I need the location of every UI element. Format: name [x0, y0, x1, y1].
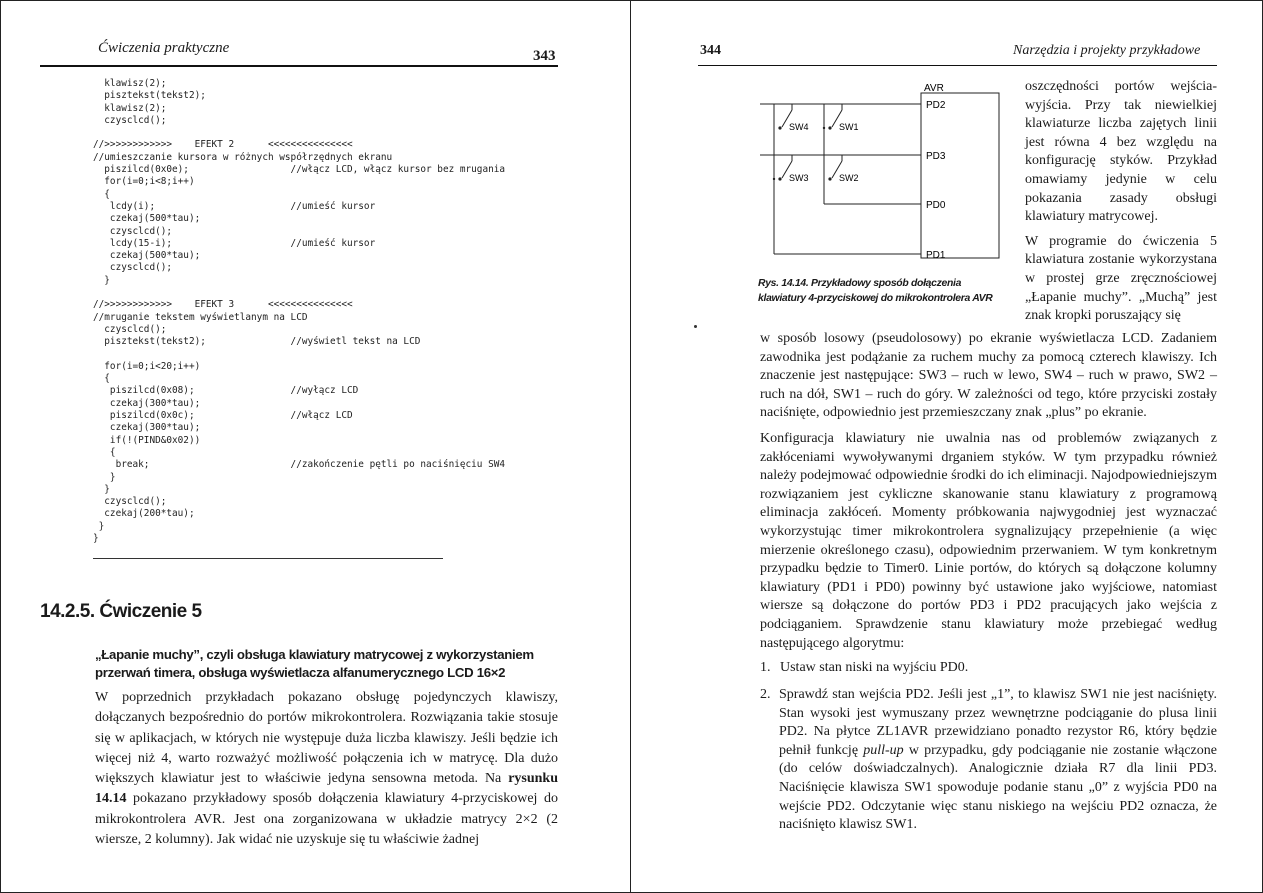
switch-sw1-label: SW1 [839, 122, 859, 132]
code-end-rule [93, 558, 443, 559]
code-line: } [93, 471, 116, 483]
pin-pd2-label: PD2 [926, 100, 946, 111]
paragraph-keyboard-config: Konfiguracja klawiatury nie uwalnia nas od problemów związanych z zakłóceniami wywoływanymi drganiem styków. W tym przypadku również należy podejmować odpowiednie środki do ich eliminacji. Najodpowiedniejszym rozwiązaniem jest cykliczne skanowanie stanu klawiatury z programową eliminacja zakłóceń. Momenty próbkowania najwygodniej jest wyznaczać wykorzystując timer mikrokontrolera sygnalizujący przepełnienie (a więc mierzenie określonego czasu), odpowiednim przerwaniem. W tym konkretnym przypadku będzie to Timer0. Linie portów, do których są dołączone kolumny klawiatury (PD1 i PD0) powinny być ustawione jako wyjściowe, natomiast wiersze są dołączone do portów PD3 i PD2 pracujących jako wejścia z podciąganiem. Sprawdzenie stanu klawiatury może przebiegać według następującego algorytmu: [760, 431, 1217, 651]
left-body-paragraph [95, 688, 558, 850]
code-line: czekaj(500*tau); [93, 250, 201, 262]
code-line: lcdy(i); //umieść kursor [93, 200, 376, 212]
body-text-end: pokazano przykładowy sposób dołączenia klawiatury 4-przyciskowej do mikrokontrolera AVR. Jest ona zorganizowana w układzie matrycy 2×2 (2 wiersze, 2 kolumny). Jak widać nie uzyskuje się tu właściwie żadnej [95, 791, 558, 848]
code-line: czekaj(200*tau); [93, 508, 195, 520]
code-line: pisztekst(tekst2); //wyświetl tekst na LCD [93, 336, 421, 348]
switch-sw2-label: SW2 [839, 173, 859, 183]
right-header-rule [698, 65, 1217, 66]
code-line [93, 287, 505, 299]
code-line: } [93, 483, 110, 495]
step-number: 2. [760, 687, 771, 702]
right-side-column [1025, 78, 1217, 326]
code-line: { [93, 446, 116, 458]
code-line [93, 127, 505, 139]
code-line: { [93, 373, 110, 385]
step-number: 1. [760, 660, 771, 675]
code-line: { [93, 188, 110, 200]
pin-pd0-label: PD0 [926, 200, 946, 211]
code-line: for(i=0;i<8;i++) [93, 176, 195, 188]
code-line: lcdy(15-i); //umieść kursor [93, 237, 376, 249]
code-line: break; //zakończenie pętli po naciśnięciu SW4 [93, 459, 506, 471]
code-line: czekaj(500*tau); [93, 213, 201, 225]
code-listing [93, 78, 505, 545]
page-spine-divider [630, 0, 631, 893]
right-page-number: 344 [700, 43, 721, 58]
section-title: 14.2.5. Ćwiczenie 5 [40, 601, 202, 622]
code-line: } [93, 532, 99, 544]
switch-sw3-label: SW3 [789, 173, 809, 183]
margin-dot [694, 325, 697, 328]
code-line: //>>>>>>>>>>>> EFEKT 3 <<<<<<<<<<<<<<< [93, 299, 353, 311]
paragraph-game-description: w sposób losowy (pseudolosowy) po ekranie wyświetlacza LCD. Zadaniem zawodnika jest podążanie za ruchem muchy za pomocą czterech klawiszy. Ich znaczenie jest następujące: SW3 – ruch w lewo, SW4 – ruch w prawo, SW2 – ruch na dół, SW1 – ruch do góry. W zależności od tego, które przyciski zostały naciśnięte, odpowiednio jest przemieszczany znak „plus” po ekranie. [760, 331, 1217, 421]
code-line: } [93, 520, 105, 532]
code-line: for(i=0;i<20;i++) [93, 360, 201, 372]
algorithm-step-1 [760, 660, 968, 676]
code-line [93, 349, 505, 361]
algorithm-step-2 [760, 686, 1217, 835]
exercise-subtitle: „Łapanie muchy”, czyli obsługa klawiatury matrycowej z wykorzystaniem przerwań timera, obsługa wyświetlacza alfanumerycznego LCD 16×2 [95, 647, 534, 680]
code-line: czysclcd(); [93, 225, 173, 237]
code-line: //>>>>>>>>>>>> EFEKT 2 <<<<<<<<<<<<<<< [93, 139, 353, 151]
code-line: piszilcd(0x0e); //włącz LCD, włącz kursor bez mrugania [93, 164, 506, 176]
step-text: Ustaw stan niski na wyjściu PD0. [780, 660, 969, 675]
code-line: piszilcd(0x0c); //włącz LCD [93, 410, 353, 422]
code-line: czekaj(300*tau); [93, 422, 201, 434]
step-text [779, 686, 1217, 835]
figure-reference: rysunku 14.14 [95, 771, 558, 807]
right-header-title: Narzędzia i projekty przykładowe [1013, 43, 1201, 58]
code-line: if(!(PIND&0x02)) [93, 434, 201, 446]
avr-chip-label: AVR [924, 83, 944, 94]
left-header-title: Ćwiczenia praktyczne [98, 40, 230, 56]
code-line: piszilcd(0x08); //wyłącz LCD [93, 385, 359, 397]
body-text-start: W poprzednich przykładach pokazano obsługę pojedynczych klawiszy, dołączanych bezpośrednio do portów mikrokontrolera. Rozwiązania takie stosuje się w aplikacjach, w których nie występuje duża liczba klawiszy. Jeśli będzie ich więcej niż 4, warto rozważyć możliwość połączenia ich w matrycę. Dla dużo większych klawiatur jest to właściwie jedyna sensowna metoda. Na [95, 690, 558, 787]
side-paragraph-2: W programie do ćwiczenia 5 klawiatura zostanie wykorzystana w prostej grze zręcznościowej „Łapanie muchy”. „Muchą” jest znak kropki poruszający się [1025, 233, 1217, 324]
code-line: klawisz(2); [93, 78, 167, 89]
figure-caption: Rys. 14.14. Przykładowy sposób dołączenia klawiatury 4-przyciskowej do mikrokontrolera AVR [758, 278, 993, 304]
left-page-number: 343 [533, 48, 556, 64]
code-line: czysclcd(); [93, 496, 167, 508]
pin-pd3-label: PD3 [926, 151, 946, 162]
left-header-rule [40, 65, 558, 67]
code-line: czysclcd(); [93, 114, 167, 126]
switch-sw4-label: SW4 [789, 122, 809, 132]
code-line: } [93, 274, 110, 286]
code-line: czekaj(300*tau); [93, 397, 201, 409]
code-line: klawisz(2); [93, 102, 167, 114]
code-line: czysclcd(); [93, 262, 173, 274]
code-line: czysclcd(); [93, 323, 167, 335]
keyboard-matrix-diagram [758, 83, 1003, 263]
pin-pd1-label: PD1 [926, 250, 946, 261]
step-text-part: w przypadku, gdy podciąganie nie zostanie włączone (do celów doświadczalnych). Analogicznie działa R7 dla linii PD3. Naciśnięcie klawisza SW1 spowoduje podanie stanu „0” z wyjścia PD0 na wejście PD2. Odczytanie więc stanu niskiego na wejściu PD2 oznacza, że naciśnięto klawisz SW1. [779, 742, 1217, 833]
side-paragraph-1: oszczędności portów wejścia-wyjścia. Przy tak niewielkiej klawiaturze liczba zajętych linii jest równa 4 bez względu na konfigurację styków. Przykład omawiamy jedynie w celu pokazania zasady obsługi klawiatury matrycowej. [1025, 79, 1217, 225]
step-text-part: Sprawdź stan wejścia PD2. Jeśli jest „1”, to klawisz SW1 nie jest naciśnięty. Stan wysoki jest wymuszany przez wewnętrzne podciąganie do plusa linii PD2. Na płytce ZL1AVR przewidziano ponadto rezystor R6, który będzie pełnił funkcję [779, 687, 1217, 758]
avr-chip-outline [921, 93, 999, 258]
code-line: //mruganie tekstem wyświetlanym na LCD [93, 311, 308, 323]
pull-up-term: pull-up [863, 742, 904, 758]
code-line: //umieszczanie kursora w różnych współrzędnych ekranu [93, 151, 393, 163]
code-line: pisztekst(tekst2); [93, 90, 206, 102]
